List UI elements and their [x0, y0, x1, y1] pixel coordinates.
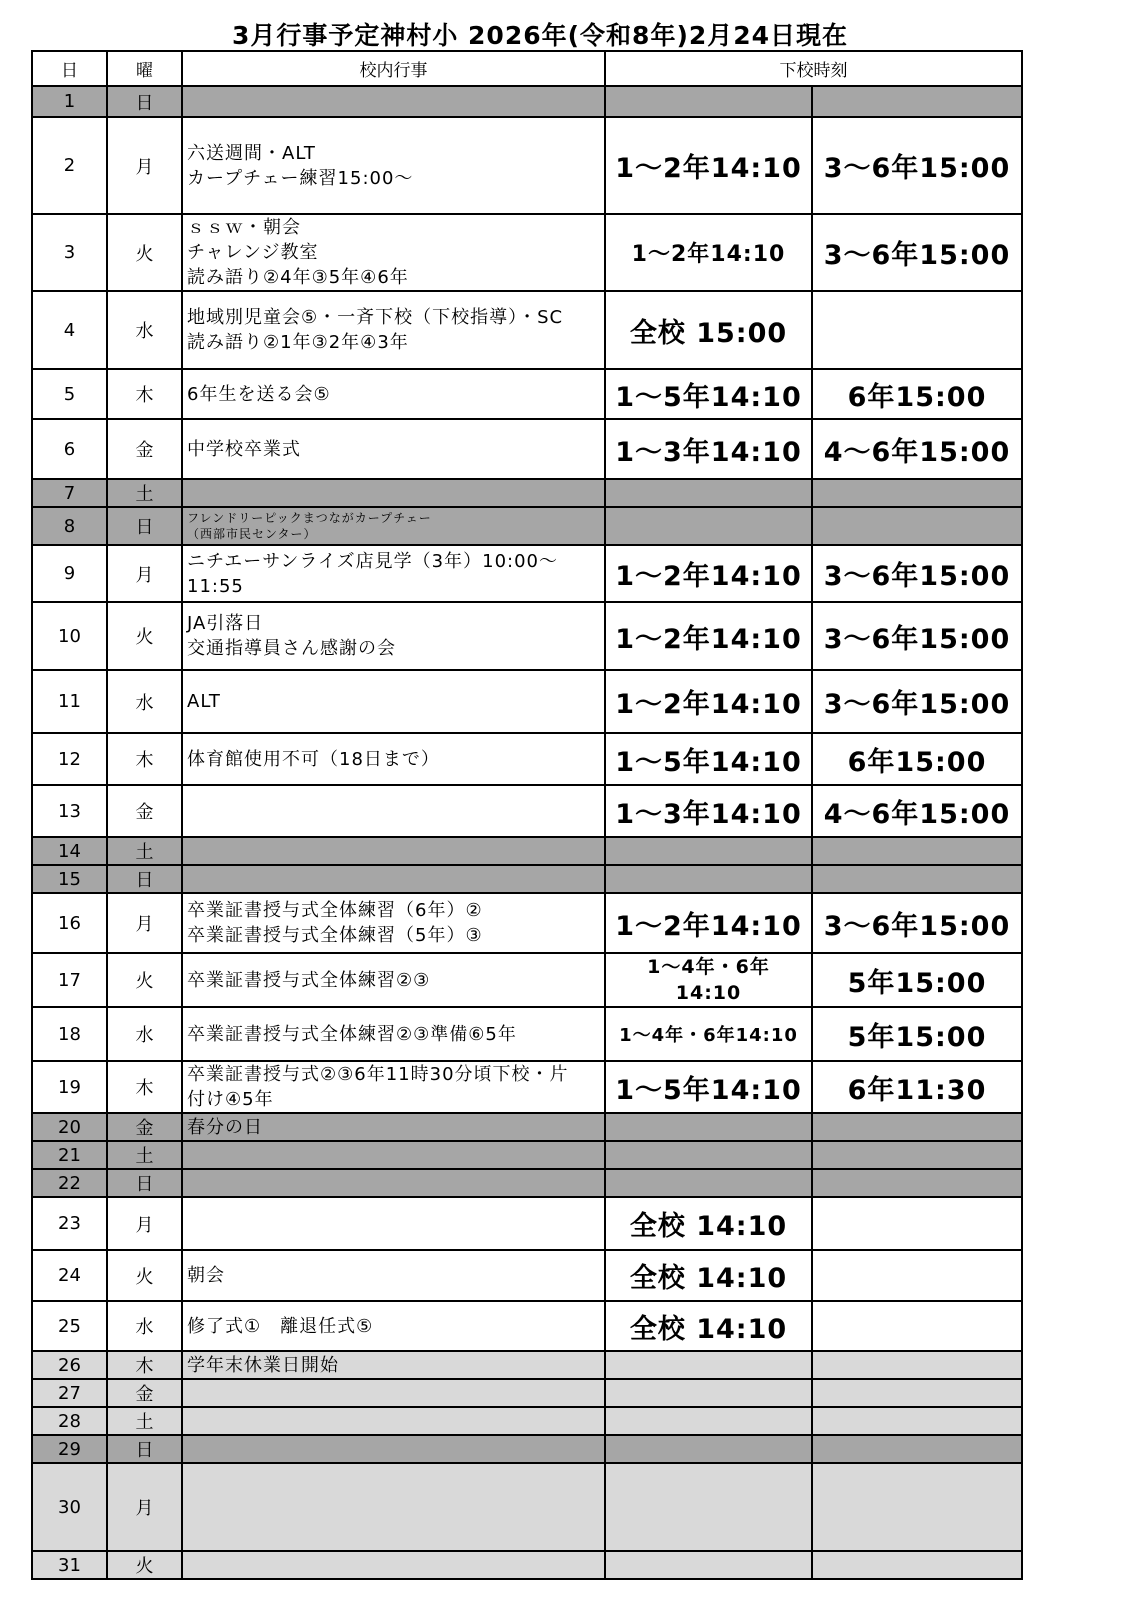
dismissal-time-1: 全校 15:00 — [605, 291, 812, 369]
events-cell — [182, 291, 605, 369]
day-cell: 5 — [32, 369, 107, 419]
dismissal-time-2: 3～6年15:00 — [812, 214, 1022, 291]
dismissal-time-1: 1～2年14:10 — [605, 214, 812, 291]
header-weekday: 曜 — [107, 51, 182, 86]
weekday-cell: 日 — [107, 1435, 182, 1463]
dismissal-time-1: 全校 14:10 — [605, 1250, 812, 1301]
events-cell — [182, 1551, 605, 1579]
header-day: 日 — [32, 51, 107, 86]
event-line: 読み語り②1年③2年④3年 — [187, 332, 409, 353]
table-row — [32, 602, 1022, 670]
events-cell — [182, 214, 605, 291]
weekday-cell: 水 — [107, 1301, 182, 1351]
weekday-cell: 金 — [107, 1379, 182, 1407]
dismissal-line: 14:10 — [675, 982, 742, 1004]
weekday-cell: 水 — [107, 670, 182, 733]
event-line: 6年生を送る会⑤ — [187, 383, 331, 405]
dismissal-time-1 — [605, 1169, 812, 1197]
day-cell: 2 — [32, 117, 107, 214]
day-cell: 9 — [32, 545, 107, 602]
weekday-cell: 金 — [107, 1113, 182, 1141]
events-cell — [182, 865, 605, 893]
dismissal-time-2: 5年15:00 — [812, 1007, 1022, 1061]
dismissal-time-1 — [605, 1141, 812, 1169]
table-row — [32, 86, 1022, 117]
table-row — [32, 1551, 1022, 1579]
event-line: チャレンジ教室 — [187, 242, 319, 263]
day-cell: 14 — [32, 837, 107, 865]
dismissal-time-1: 1～2年14:10 — [605, 670, 812, 733]
weekday-cell: 火 — [107, 602, 182, 670]
events-cell — [182, 1169, 605, 1197]
day-cell: 19 — [32, 1061, 107, 1113]
table-row — [32, 291, 1022, 369]
dismissal-time-1 — [605, 1551, 812, 1579]
event-line: 付け④5年 — [187, 1089, 274, 1110]
table-row — [32, 1351, 1022, 1379]
dismissal-time-1 — [605, 865, 812, 893]
weekday-cell: 月 — [107, 1197, 182, 1250]
dismissal-time-2: 3～6年15:00 — [812, 670, 1022, 733]
dismissal-time-2: 3～6年15:00 — [812, 117, 1022, 214]
dismissal-time-1 — [605, 1435, 812, 1463]
table-row — [32, 670, 1022, 733]
weekday-cell: 金 — [107, 785, 182, 837]
dismissal-time-1: 1～5年14:10 — [605, 1061, 812, 1113]
events-cell — [182, 1007, 605, 1061]
events-cell — [182, 1351, 605, 1379]
table-row — [32, 1169, 1022, 1197]
dismissal-time-1: 全校 14:10 — [605, 1197, 812, 1250]
event-line: 体育館使用不可（18日まで） — [187, 748, 440, 770]
events-cell — [182, 117, 605, 214]
dismissal-time-1: 1～2年14:10 — [605, 117, 812, 214]
day-cell: 15 — [32, 865, 107, 893]
weekday-cell: 木 — [107, 1061, 182, 1113]
day-cell: 13 — [32, 785, 107, 837]
events-cell — [182, 1061, 605, 1113]
dismissal-time-2: 3～6年15:00 — [812, 602, 1022, 670]
schedule-table — [31, 50, 1023, 1580]
weekday-cell: 木 — [107, 1351, 182, 1379]
dismissal-line: 1～4年・6年 — [647, 956, 770, 978]
header-events: 校内行事 — [182, 51, 605, 86]
table-row — [32, 419, 1022, 479]
event-line: 卒業証書授与式全体練習②③準備⑥5年 — [187, 1023, 517, 1045]
dismissal-time-1 — [605, 479, 812, 507]
weekday-cell: 金 — [107, 419, 182, 479]
events-cell — [182, 953, 605, 1007]
dismissal-time-2 — [812, 507, 1022, 545]
event-line: 春分の日 — [187, 1116, 263, 1138]
dismissal-time-2: 5年15:00 — [812, 953, 1022, 1007]
event-line: 卒業証書授与式全体練習（6年）② — [187, 900, 483, 921]
dismissal-time-2 — [812, 86, 1022, 117]
weekday-cell: 日 — [107, 86, 182, 117]
event-line: 卒業証書授与式②③6年11時30分頃下校・片 — [187, 1064, 569, 1085]
table-row — [32, 1435, 1022, 1463]
table-row — [32, 479, 1022, 507]
weekday-cell: 土 — [107, 1407, 182, 1435]
events-cell — [182, 545, 605, 602]
day-cell: 10 — [32, 602, 107, 670]
dismissal-time-2: 3～6年15:00 — [812, 893, 1022, 953]
dismissal-time-2 — [812, 1169, 1022, 1197]
event-line: 地域別児童会⑤・一斉下校（下校指導）・SC — [187, 307, 564, 328]
day-cell: 28 — [32, 1407, 107, 1435]
event-line: ニチエーサンライズ店見学（3年）10:00～ — [187, 550, 558, 572]
table-row — [32, 1379, 1022, 1407]
events-cell — [182, 785, 605, 837]
dismissal-time-2 — [812, 1379, 1022, 1407]
event-line: 読み語り②4年③5年④6年 — [187, 267, 409, 288]
table-row — [32, 1301, 1022, 1351]
dismissal-time-1: 1～2年14:10 — [605, 545, 812, 602]
schedule-body — [32, 86, 1022, 1579]
weekday-cell: 月 — [107, 117, 182, 214]
dismissal-time-1: 1～5年14:10 — [605, 369, 812, 419]
event-line: 卒業証書授与式全体練習②③ — [187, 969, 431, 991]
dismissal-time-1 — [605, 1379, 812, 1407]
weekday-cell: 土 — [107, 1141, 182, 1169]
table-row — [32, 1463, 1022, 1551]
day-cell: 29 — [32, 1435, 107, 1463]
weekday-cell: 火 — [107, 953, 182, 1007]
events-cell — [182, 1250, 605, 1301]
events-cell — [182, 1435, 605, 1463]
dismissal-time-2 — [812, 1141, 1022, 1169]
dismissal-time-2 — [812, 1463, 1022, 1551]
dismissal-time-1 — [605, 1113, 812, 1141]
day-cell: 11 — [32, 670, 107, 733]
dismissal-time-2: 6年15:00 — [812, 369, 1022, 419]
day-cell: 4 — [32, 291, 107, 369]
dismissal-time-1: 1～3年14:10 — [605, 419, 812, 479]
weekday-cell: 火 — [107, 214, 182, 291]
event-line: 朝会 — [187, 1265, 225, 1286]
events-cell — [182, 1141, 605, 1169]
dismissal-time-1 — [605, 507, 812, 545]
weekday-cell: 水 — [107, 291, 182, 369]
weekday-cell: 日 — [107, 507, 182, 545]
day-cell: 1 — [32, 86, 107, 117]
table-row — [32, 507, 1022, 545]
event-line: （西部市民センター） — [187, 527, 317, 541]
events-cell — [182, 1197, 605, 1250]
events-cell — [182, 837, 605, 865]
weekday-cell: 火 — [107, 1250, 182, 1301]
dismissal-time-2 — [812, 1301, 1022, 1351]
day-cell: 8 — [32, 507, 107, 545]
event-line: 卒業証書授与式全体練習（5年）③ — [187, 925, 483, 946]
dismissal-time-1: 1～2年14:10 — [605, 893, 812, 953]
table-row — [32, 865, 1022, 893]
events-cell — [182, 1379, 605, 1407]
dismissal-time-2 — [812, 1551, 1022, 1579]
event-line: カープチェー練習15:00～ — [187, 167, 414, 189]
events-cell — [182, 369, 605, 419]
event-line: JA引落日 — [187, 613, 264, 634]
table-row — [32, 1407, 1022, 1435]
day-cell: 12 — [32, 733, 107, 785]
dismissal-time-2 — [812, 865, 1022, 893]
dismissal-time-2 — [812, 1197, 1022, 1250]
dismissal-time-2 — [812, 1113, 1022, 1141]
events-cell — [182, 86, 605, 117]
event-line: 六送週間・ALT — [187, 142, 316, 164]
event-line: 学年末休業日開始 — [187, 1354, 339, 1376]
weekday-cell: 木 — [107, 733, 182, 785]
table-row — [32, 1250, 1022, 1301]
day-cell: 30 — [32, 1463, 107, 1551]
header-dismissal: 下校時刻 — [605, 51, 1022, 86]
day-cell: 3 — [32, 214, 107, 291]
page-title: 3月行事予定神村小 2026年(令和8年)2月24日現在 — [231, 21, 849, 50]
header-row — [32, 51, 1022, 86]
event-line: 11:55 — [187, 575, 244, 597]
day-cell: 27 — [32, 1379, 107, 1407]
day-cell: 31 — [32, 1551, 107, 1579]
day-cell: 26 — [32, 1351, 107, 1379]
dismissal-time-1 — [605, 86, 812, 117]
weekday-cell: 日 — [107, 1169, 182, 1197]
events-cell — [182, 670, 605, 733]
day-cell: 7 — [32, 479, 107, 507]
event-line: 交通指導員さん感謝の会 — [187, 638, 396, 659]
events-cell — [182, 733, 605, 785]
weekday-cell: 月 — [107, 545, 182, 602]
table-row — [32, 1007, 1022, 1061]
dismissal-time-1: 全校 14:10 — [605, 1301, 812, 1351]
dismissal-time-2 — [812, 479, 1022, 507]
table-row — [32, 369, 1022, 419]
dismissal-time-2 — [812, 1435, 1022, 1463]
day-cell: 17 — [32, 953, 107, 1007]
weekday-cell: 木 — [107, 369, 182, 419]
event-line: フレンドリーピックまつながカープチェー — [187, 511, 432, 525]
dismissal-time-2 — [812, 1351, 1022, 1379]
events-cell — [182, 1463, 605, 1551]
dismissal-time-2 — [812, 837, 1022, 865]
dismissal-time-2: 6年11:30 — [812, 1061, 1022, 1113]
table-row — [32, 785, 1022, 837]
event-line: 修了式① 離退任式⑤ — [187, 1315, 374, 1337]
events-cell — [182, 602, 605, 670]
dismissal-time-2 — [812, 1250, 1022, 1301]
dismissal-time-1 — [605, 1407, 812, 1435]
weekday-cell: 日 — [107, 865, 182, 893]
day-cell: 21 — [32, 1141, 107, 1169]
weekday-cell: 月 — [107, 893, 182, 953]
weekday-cell: 月 — [107, 1463, 182, 1551]
dismissal-time-1: 1～4年・6年14:10 — [605, 1007, 812, 1061]
dismissal-time-1 — [605, 837, 812, 865]
dismissal-time-1: 1～5年14:10 — [605, 733, 812, 785]
table-row — [32, 1061, 1022, 1113]
table-row — [32, 1197, 1022, 1250]
dismissal-time-1 — [605, 1351, 812, 1379]
events-cell — [182, 1301, 605, 1351]
day-cell: 22 — [32, 1169, 107, 1197]
table-row — [32, 545, 1022, 602]
day-cell: 24 — [32, 1250, 107, 1301]
table-row — [32, 837, 1022, 865]
dismissal-time-2 — [812, 1407, 1022, 1435]
table-row — [32, 117, 1022, 214]
event-line: ALT — [187, 691, 221, 712]
event-line: 中学校卒業式 — [187, 438, 301, 460]
dismissal-time-2: 6年15:00 — [812, 733, 1022, 785]
dismissal-time-2 — [812, 291, 1022, 369]
dismissal-time-1 — [605, 953, 812, 1007]
day-cell: 23 — [32, 1197, 107, 1250]
dismissal-time-2: 4～6年15:00 — [812, 419, 1022, 479]
weekday-cell: 土 — [107, 479, 182, 507]
table-row — [32, 733, 1022, 785]
events-cell — [182, 1407, 605, 1435]
weekday-cell: 火 — [107, 1551, 182, 1579]
dismissal-time-1: 1～2年14:10 — [605, 602, 812, 670]
dismissal-time-2: 4～6年15:00 — [812, 785, 1022, 837]
table-row — [32, 214, 1022, 291]
day-cell: 16 — [32, 893, 107, 953]
weekday-cell: 土 — [107, 837, 182, 865]
table-row — [32, 1141, 1022, 1169]
dismissal-time-1: 1～3年14:10 — [605, 785, 812, 837]
table-row — [32, 953, 1022, 1007]
events-cell — [182, 507, 605, 545]
day-cell: 18 — [32, 1007, 107, 1061]
dismissal-time-2: 3～6年15:00 — [812, 545, 1022, 602]
table-row — [32, 893, 1022, 953]
weekday-cell: 水 — [107, 1007, 182, 1061]
events-cell — [182, 419, 605, 479]
day-cell: 6 — [32, 419, 107, 479]
event-line: ｓｓｗ・朝会 — [187, 217, 301, 238]
events-cell — [182, 1113, 605, 1141]
dismissal-time-1 — [605, 1463, 812, 1551]
day-cell: 20 — [32, 1113, 107, 1141]
events-cell — [182, 893, 605, 953]
table-row — [32, 1113, 1022, 1141]
day-cell: 25 — [32, 1301, 107, 1351]
events-cell — [182, 479, 605, 507]
